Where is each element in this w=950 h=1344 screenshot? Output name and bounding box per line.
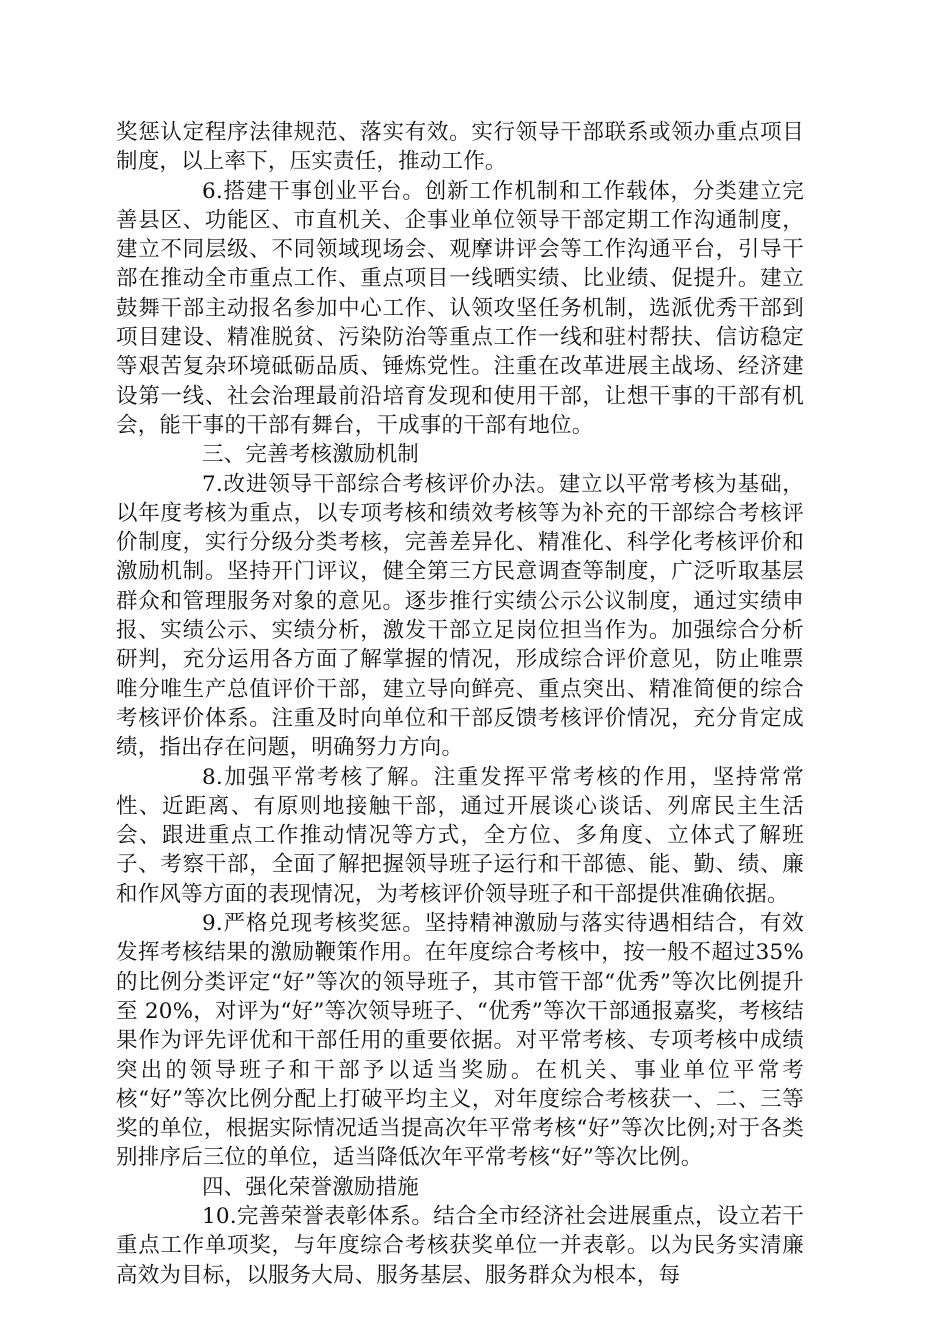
paragraph-item-7: 7.改进领导干部综合考核评价办法。建立以平常考核为基础，以年度考核为重点，以专项考核和绩效考核等为补充的干部综合考核评价制度，实行分级分类考核，完善差异化、精准化、科学化考核评价和激励机制。坚持开门评议，健全第三方民意调查等制度，广泛听取基层群众和管理服务对象的意见。逐步推行实绩公示公议制度，通过实绩申报、实绩公示、实绩分析，激发干部立足岗位担当作为。加强综合分析研判，充分运用各方面了解掌握的情况，形成综合评价意见，防止唯票唯分唯生产总值评价干部，建立导向鲜亮、重点突出、精准简便的综合考核评价体系。注重及时向单位和干部反馈考核评价情况，充分肯定成绩，指出存在问题，明确努力方向。	[116, 471, 804, 761]
paragraph-item-9: 9.严格兑现考核奖惩。坚持精神激励与落实待遇相结合，有效发挥考核结果的激励鞭策作用。在年度综合考核中，按一般不超过35%的比例分类评定“好”等次的领导班子，其市管干部“优秀”等次比例提升至 20%，对评为“好”等次领导班子、“优秀”等次干部通报嘉奖，考核结果作为评先评优和干部任用的重要依据。对平常考核、专项考核中成绩突出的领导班子和干部予以适当奖励。在机关、事业单位平常考核“好”等次比例分配上打破平均主义，对年度综合考核获一、二、三等奖的单位，根据实际情况适当提高次年平常考核“好”等次比例;对于各类别排序后三位的单位，适当降低次年平常考核“好”等次比例。	[116, 911, 804, 1171]
paragraph-item-6: 6.搭建干事创业平台。创新工作机制和工作载体，分类建立完善县区、功能区、市直机关、企事业单位领导干部定期工作沟通制度，建立不同层级、不同领域现场会、观摩讲评会等工作沟通平台，引导干部在推动全市重点工作、重点项目一线晒实绩、比业绩、促提升。建立鼓舞干部主动报名参加中心工作、认领攻坚任务机制，选派优秀干部到项目建设、精准脱贫、污染防治等重点工作一线和驻村帮扶、信访稳定等艰苦复杂环境砥砺品质、锤炼党性。注重在改革进展主战场、经济建设第一线、社会治理最前沿培育发现和使用干部，让想干事的干部有机会，能干事的干部有舞台，干成事的干部有地位。	[116, 178, 804, 438]
paragraph-continuation: 奖惩认定程序法律规范、落实有效。实行领导干部联系或领办重点项目制度，以上率下，压实责任，推动工作。	[116, 120, 804, 175]
paragraph-item-10: 10.完善荣誉表彰体系。结合全市经济社会进展重点，设立若干重点工作单项奖，与年度综合考核获奖单位一并表彰。以为民务实清廉高效为目标，以服务大局、服务基层、服务群众为根本，每	[116, 1203, 804, 1288]
section-heading-3: 三、完善考核激励机制	[202, 442, 420, 468]
document-body	[116, 118, 804, 1290]
section-heading-4: 四、强化荣誉激励措施	[202, 1174, 420, 1200]
paragraph-item-8: 8.加强平常考核了解。注重发挥平常考核的作用，坚持常常性、近距离、有原则地接触干部，通过开展谈心谈话、列席民主生活会、跟进重点工作推动情况等方式，全方位、多角度、立体式了解班子、考察干部，全面了解把握领导班子运行和干部德、能、勤、绩、廉和作风等方面的表现情况，为考核评价领导班子和干部提供准确依据。	[116, 764, 804, 907]
